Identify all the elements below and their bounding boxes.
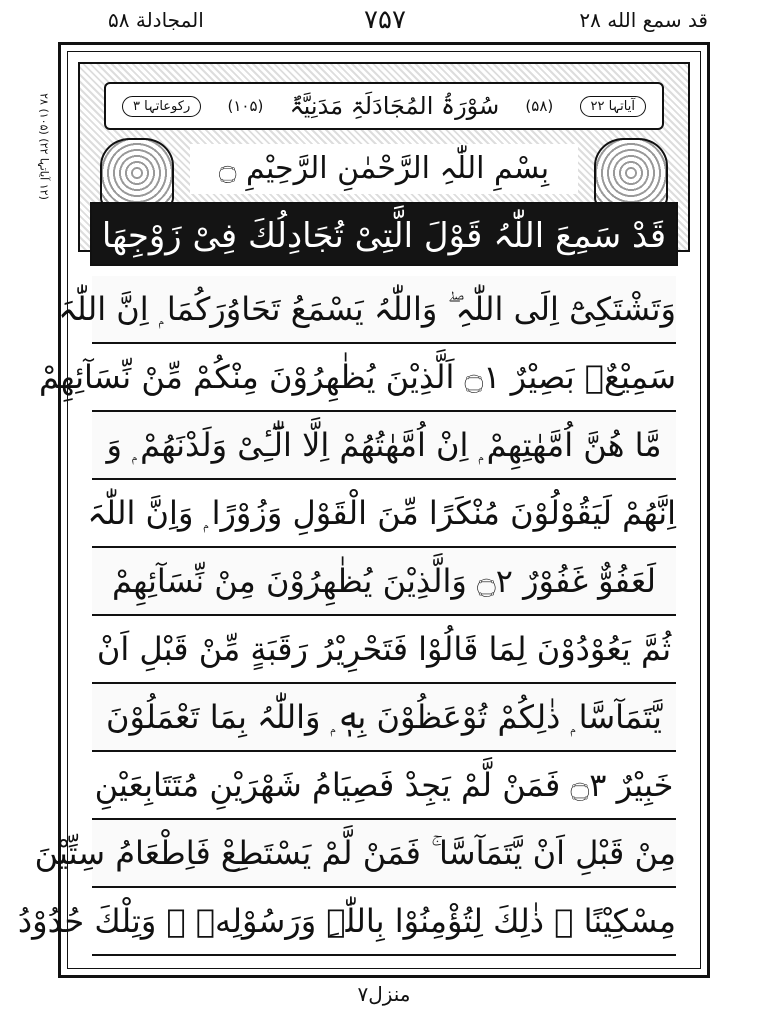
- verse-line: مِنْ قَبْلِ اَنْ یَّتَمَآسَّا ۚ فَمَنْ لَّمْ یَسْتَطِعْ فَاِطْعَامُ سِتِّیْنَ: [92, 820, 676, 888]
- verse-line: سَمِیْعٌۢ بَصِیْرٌ ۝۱ اَلَّذِیْنَ یُظٰهِرُوْنَ مِنْكُمْ مِّنْ نِّسَآئِهِمْ: [92, 344, 676, 412]
- verse-line: ثُمَّ یَعُوْدُوْنَ لِمَا قَالُوْا فَتَحْرِیْرُ رَقَبَةٍ مِّنْ قَبْلِ اَنْ: [92, 616, 676, 684]
- ruku-count: رکوعاتہا ۳: [122, 96, 201, 117]
- verse-lines: [17, 276, 676, 956]
- verse-line: اِنَّهُمْ لَیَقُوْلُوْنَ مُنْكَرًا مِّنَ الْقَوْلِ وَزُوْرًا ۭ وَاِنَّ اللّٰہَ: [92, 480, 676, 548]
- verse-line: مِسْكِیْنًا ۭ ذٰلِكَ لِتُؤْمِنُوْا بِاللّٰہِ وَرَسُوْلِهٖ ۭ وَتِلْكَ حُدُوْدُ: [92, 888, 676, 956]
- ayat-count: آیاتہا ۲۲: [580, 96, 647, 117]
- verse-line: یَّتَمَآسَّا ۭ ذٰلِكُمْ تُوْعَظُوْنَ بِهٖ ۭ وَاللّٰہُ بِمَا تَعْمَلُوْنَ: [92, 684, 676, 752]
- verse-line: خَبِیْرٌ ۝۳ فَمَنْ لَّمْ یَجِدْ فَصِیَامُ شَهْرَیْنِ مُتَتَابِعَیْنِ: [92, 752, 676, 820]
- bismillah: بِسْمِ اللّٰہِ الرَّحْمٰنِ الرَّحِیْمِ ۝: [190, 144, 578, 194]
- manzil-footer: منزل۷: [357, 982, 411, 1006]
- ornament-medallion-right: [594, 138, 668, 208]
- surah-banner: [104, 82, 664, 130]
- surah-name-header: المجادلة ۵۸: [108, 8, 204, 32]
- surah-title: سُوْرَۃُ المُجَادَلَۃِ مَدَنِیَّۃٌ: [289, 92, 500, 120]
- verse-line: لَعَفُوٌّ غَفُوْرٌ ۝۲ وَالَّذِیْنَ یُظٰهِرُوْنَ مِنْ نِّسَآئِهِمْ: [92, 548, 676, 616]
- verse-line: مَّا هُنَّ اُمَّهٰتِهِمْ ۭ اِنْ اُمَّهٰتُهُمْ اِلَّا الّٰٓـِٔیْ وَلَدْنَهُمْ ۭ وَ: [92, 412, 676, 480]
- side-note: [14, 40, 54, 260]
- side-note-text: (۱۲ آیاتہا ۲۲) (۱۰۵) ۲۸: [37, 93, 51, 200]
- revelation-order: (۱۰۵): [227, 97, 264, 115]
- juz-name: قد سمع الله ۲۸: [579, 8, 708, 32]
- page-number: ۷۵۷: [364, 5, 406, 35]
- ornament-medallion-left: [100, 138, 174, 208]
- verse-line: وَتَشْتَكِیْٓ اِلَى اللّٰہِ ۖ وَاللّٰہُ یَسْمَعُ تَحَاوُرَكُمَا ۭ اِنَّ اللّٰہَ: [92, 276, 676, 344]
- first-verse-line: قَدْ سَمِعَ اللّٰہُ قَوْلَ الَّتِیْ تُجَادِلُكَ فِیْ زَوْجِهَا: [90, 202, 678, 266]
- surah-number: (۵۸): [525, 97, 554, 115]
